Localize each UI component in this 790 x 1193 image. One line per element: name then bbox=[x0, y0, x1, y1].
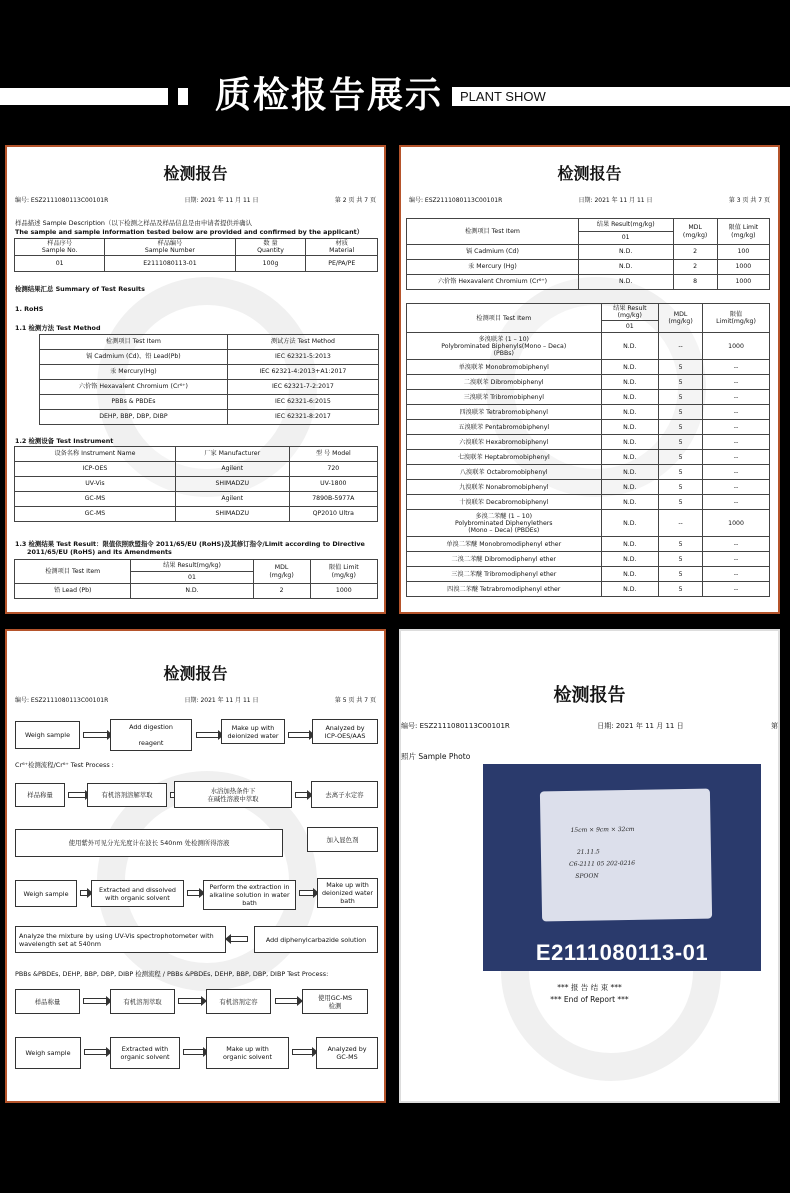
cell: UV-Vis bbox=[15, 477, 176, 492]
th: 检测项目 Test Item bbox=[40, 335, 228, 350]
cell: IEC 62321-6:2015 bbox=[227, 395, 378, 410]
th: 检测项目 Test Item bbox=[407, 219, 579, 245]
arrow-right-icon bbox=[292, 1049, 312, 1055]
report-meta bbox=[401, 721, 778, 731]
flow-step: 样品称量 bbox=[15, 989, 80, 1014]
th: 材质 Material bbox=[306, 239, 378, 256]
th: 01 bbox=[131, 572, 253, 584]
cell: -- bbox=[703, 375, 770, 390]
flow-step: 使用GC-MS 检测 bbox=[302, 989, 368, 1014]
cr-process-heading: Cr⁶⁺检测流程/Cr⁶⁺ Test Process : bbox=[15, 761, 114, 769]
th: 检测项目 Test Item bbox=[407, 304, 602, 333]
cell: 四溴联苯 Tetrabromobiphenyl bbox=[407, 405, 602, 420]
flow-step: Extracted and dissolved with organic solvent bbox=[91, 880, 184, 907]
arrow-left-icon bbox=[231, 936, 248, 942]
th: 型 号 Model bbox=[289, 447, 377, 462]
cell: 二溴二苯醚 Dibromodiphenyl ether bbox=[407, 552, 602, 567]
cell: 100 bbox=[717, 245, 769, 260]
cell: -- bbox=[703, 582, 770, 597]
metals-result-table bbox=[406, 218, 770, 290]
page-number: 第 2 页 共 7 页 bbox=[334, 197, 376, 204]
flow-step: 加入显色剂 bbox=[307, 827, 378, 852]
result-heading-2: 2011/65/EU (RoHS) and its Amendments bbox=[27, 548, 172, 556]
flow-step: 使用紫外可见分光光度计在波长 540nm 处检测所得溶液 bbox=[15, 829, 283, 857]
report-meta bbox=[15, 195, 376, 204]
cell: -- bbox=[703, 450, 770, 465]
report-number: 编号: ESZ2111080113C00101R bbox=[401, 722, 510, 730]
report-page-5 bbox=[5, 629, 386, 1103]
report-number: 编号: ESZ2111080113C00101R bbox=[409, 197, 503, 204]
report-end-en: *** End of Report *** bbox=[550, 995, 629, 1004]
flow-step: 去离子水定容 bbox=[311, 781, 378, 808]
summary-heading: 检测结果汇总 Summary of Test Results bbox=[15, 285, 145, 293]
flow-step: Analyzed by GC-MS bbox=[316, 1037, 378, 1069]
cell: -- bbox=[703, 360, 770, 375]
cell: 八溴联苯 Octabromobiphenyl bbox=[407, 465, 602, 480]
flow-step: Make up with deionized water bbox=[221, 719, 285, 744]
header-bar-square bbox=[178, 88, 188, 105]
cell: N.D. bbox=[601, 390, 659, 405]
result-heading: 1.3 检测结果 Test Result：限值依照欧盟指令 2011/65/EU (RoHS)及其修订指令/Limit according to Directive bbox=[15, 540, 365, 548]
handwriting: C6-2111 05 202-0216 bbox=[569, 859, 636, 868]
th: 结果 Result(mg/kg) bbox=[131, 560, 253, 572]
cell: DEHP, BBP, DBP, DIBP bbox=[40, 410, 228, 425]
cell: GC-MS bbox=[15, 492, 176, 507]
th: 厂家 Manufacturer bbox=[175, 447, 289, 462]
cell: 镉 Cadmium (Cd)、铅 Lead(Pb) bbox=[40, 350, 228, 365]
sample-photo bbox=[483, 764, 761, 971]
report-end-cn: *** 报 告 结 束 *** bbox=[557, 983, 622, 992]
th: 检测项目 Test Item bbox=[15, 560, 131, 584]
flow-step: Weigh sample bbox=[15, 1037, 81, 1069]
method-table bbox=[39, 334, 379, 425]
cell: N.D. bbox=[601, 360, 659, 375]
cell: N.D. bbox=[601, 405, 659, 420]
flow-step: 样品称量 bbox=[15, 783, 65, 807]
brominated-result-table bbox=[406, 303, 770, 597]
report-title: 检测报告 bbox=[557, 164, 622, 183]
cell: N.D. bbox=[601, 480, 659, 495]
cell: 720 bbox=[289, 462, 377, 477]
cell: 六溴联苯 Hexabromobiphenyl bbox=[407, 435, 602, 450]
cell: 单溴联苯 Monobromobiphenyl bbox=[407, 360, 602, 375]
flow-step: Make up with deionized water bath bbox=[317, 878, 378, 908]
th: 样品序号 Sample No. bbox=[15, 239, 105, 256]
arrow-right-icon bbox=[196, 732, 218, 738]
cell: 七溴联苯 Heptabromobiphenyl bbox=[407, 450, 602, 465]
method-heading: 1.1 检测方法 Test Method bbox=[15, 324, 101, 332]
cell: GC-MS bbox=[15, 507, 176, 522]
cell: 三溴联苯 Tribromobiphenyl bbox=[407, 390, 602, 405]
cell: -- bbox=[703, 567, 770, 582]
cell: Agilent bbox=[175, 492, 289, 507]
flow-step: Perform the extraction in alkaline solution in water bath bbox=[203, 880, 296, 910]
th: 结果 Result (mg/kg) bbox=[601, 304, 659, 321]
cell: N.D. bbox=[131, 584, 253, 599]
cell: UV-1800 bbox=[289, 477, 377, 492]
cell: 5 bbox=[659, 435, 703, 450]
flow-step: Analyzed by ICP-OES/AAS bbox=[312, 719, 378, 744]
cell: 1000 bbox=[310, 584, 377, 599]
arrow-right-icon bbox=[84, 1049, 106, 1055]
cell: 100g bbox=[235, 256, 306, 272]
th: 01 bbox=[578, 232, 673, 245]
cell: -- bbox=[659, 510, 703, 537]
cell: -- bbox=[703, 552, 770, 567]
cell: 5 bbox=[659, 360, 703, 375]
flow-step: 有机溶剂溶解萃取 bbox=[87, 783, 167, 807]
header-bar bbox=[0, 88, 168, 105]
cell: 01 bbox=[15, 256, 105, 272]
th: 测试方法 Test Method bbox=[227, 335, 378, 350]
cell: 五溴联苯 Pentabromobiphenyl bbox=[407, 420, 602, 435]
cell: IEC 62321-5:2013 bbox=[227, 350, 378, 365]
sample-photo-label: 照片 Sample Photo bbox=[401, 752, 471, 761]
cell: 单溴二苯醚 Monobromodiphenyl ether bbox=[407, 537, 602, 552]
th: MDL (mg/kg) bbox=[673, 219, 717, 245]
flow-step: Extracted with organic solvent bbox=[110, 1037, 180, 1069]
cell: N.D. bbox=[601, 582, 659, 597]
cell: -- bbox=[703, 420, 770, 435]
sample-desc-en: The sample and sample information tested below are provided and confirmed by the applicant） bbox=[15, 228, 364, 236]
cell: 2 bbox=[253, 584, 310, 599]
report-page-3 bbox=[399, 145, 780, 614]
flow-step: Make up with organic solvent bbox=[206, 1037, 289, 1069]
page-number: 第 3 页 共 7 页 bbox=[728, 197, 770, 204]
report-title: 检测报告 bbox=[553, 685, 626, 706]
cell: -- bbox=[703, 480, 770, 495]
page-number: 第 5 页 共 7 页 bbox=[334, 697, 376, 704]
flow-step: 有机溶剂定容 bbox=[206, 989, 271, 1014]
report-date: 日期: 2021 年 11 月 11 日 bbox=[184, 197, 259, 204]
cell: N.D. bbox=[601, 495, 659, 510]
cell: -- bbox=[703, 495, 770, 510]
cell: N.D. bbox=[601, 567, 659, 582]
cell: SHIMADZU bbox=[175, 507, 289, 522]
arrow-right-icon bbox=[299, 890, 313, 896]
cell: Agilent bbox=[175, 462, 289, 477]
cell: 铅 Lead (Pb) bbox=[15, 584, 131, 599]
rohs-heading: 1. RoHS bbox=[15, 305, 44, 313]
cell: N.D. bbox=[601, 435, 659, 450]
cell: 多溴二苯醚 (1 – 10) Polybrominated Diphenylethers (Mono – Deca) (PBDEs) bbox=[407, 510, 602, 537]
instrument-table bbox=[14, 446, 378, 522]
cell: 三溴二苯醚 Tribromodiphenyl ether bbox=[407, 567, 602, 582]
sample-code: E2111080113-01 bbox=[535, 940, 709, 965]
flow-step: Analyze the mixture by using UV-Vis spectrophotometer with wavelength set at 540nm bbox=[15, 926, 226, 953]
arrow-right-icon bbox=[68, 792, 85, 798]
th: 结果 Result(mg/kg) bbox=[578, 219, 673, 232]
cell: 5 bbox=[659, 495, 703, 510]
header-banner bbox=[0, 0, 790, 135]
cell: 5 bbox=[659, 390, 703, 405]
arrow-right-icon bbox=[275, 998, 297, 1004]
cell: 九溴联苯 Nonabromobiphenyl bbox=[407, 480, 602, 495]
cell: 1000 bbox=[703, 333, 770, 360]
cell: PBBs & PBDEs bbox=[40, 395, 228, 410]
cell: N.D. bbox=[578, 245, 673, 260]
cell: 汞 Mercury(Hg) bbox=[40, 365, 228, 380]
handwriting: 15cm × 9cm × 32cm bbox=[570, 825, 635, 834]
th: MDL (mg/kg) bbox=[659, 304, 703, 333]
cell: 六价铬 Hexavalent Chromium (Cr⁶⁺) bbox=[40, 380, 228, 395]
th: 限值 Limit(mg/kg) bbox=[703, 304, 770, 333]
th: 01 bbox=[601, 321, 659, 333]
arrow-right-icon bbox=[288, 732, 309, 738]
report-number: 编号: ESZ2111080113C00101R bbox=[15, 697, 109, 704]
cell: -- bbox=[703, 435, 770, 450]
cell: -- bbox=[703, 537, 770, 552]
cell: 1000 bbox=[703, 510, 770, 537]
cell: 六价铬 Hexavalent Chromium (Cr⁶⁺) bbox=[407, 275, 579, 290]
th: 限值 Limit (mg/kg) bbox=[310, 560, 377, 584]
cell: N.D. bbox=[601, 375, 659, 390]
cell: 2 bbox=[673, 260, 717, 275]
cell: 二溴联苯 Dibromobiphenyl bbox=[407, 375, 602, 390]
page-number: 第 bbox=[771, 722, 778, 730]
arrow-right-icon bbox=[83, 998, 106, 1004]
flow-step: Weigh sample bbox=[15, 880, 77, 907]
report-date: 日期: 2021 年 11 月 11 日 bbox=[597, 722, 684, 730]
arrow-right-icon bbox=[178, 998, 201, 1004]
cell: 5 bbox=[659, 465, 703, 480]
cell: 1000 bbox=[717, 275, 769, 290]
th: 设备名称 Instrument Name bbox=[15, 447, 176, 462]
cell: IEC 62321-8:2017 bbox=[227, 410, 378, 425]
report-date: 日期: 2021 年 11 月 11 日 bbox=[578, 197, 653, 204]
report-page-photo bbox=[399, 629, 780, 1103]
instrument-heading: 1.2 检测设备 Test Instrument bbox=[15, 437, 114, 445]
report-title: 检测报告 bbox=[163, 164, 228, 183]
cell: N.D. bbox=[601, 420, 659, 435]
cell: N.D. bbox=[578, 275, 673, 290]
cell: 1000 bbox=[717, 260, 769, 275]
cell: E2111080113-01 bbox=[105, 256, 235, 272]
arrow-right-icon bbox=[183, 1049, 203, 1055]
cell: 5 bbox=[659, 582, 703, 597]
cell: 8 bbox=[673, 275, 717, 290]
arrow-right-icon bbox=[83, 732, 107, 738]
cell: 5 bbox=[659, 552, 703, 567]
cell: N.D. bbox=[601, 552, 659, 567]
cell: PE/PA/PE bbox=[306, 256, 378, 272]
cell: 镉 Cadmium (Cd) bbox=[407, 245, 579, 260]
th: 样品编号 Sample Number bbox=[105, 239, 235, 256]
handwriting: 21.11.5 bbox=[576, 848, 600, 856]
arrow-right-icon bbox=[187, 890, 199, 896]
cell: 多溴联苯 (1 – 10) Polybrominated Biphenyls(Mono – Deca) (PBBs) bbox=[407, 333, 602, 360]
flow-step: 有机溶剂萃取 bbox=[110, 989, 175, 1014]
cell: N.D. bbox=[601, 450, 659, 465]
cell: ICP-OES bbox=[15, 462, 176, 477]
cell: N.D. bbox=[601, 537, 659, 552]
report-title: 检测报告 bbox=[163, 664, 228, 683]
cell: 7890B-5977A bbox=[289, 492, 377, 507]
handwriting: SPOON bbox=[575, 872, 599, 880]
report-page-2 bbox=[5, 145, 386, 614]
cell: QP2010 Ultra bbox=[289, 507, 377, 522]
sample-table bbox=[14, 238, 378, 272]
cell: 5 bbox=[659, 405, 703, 420]
cell: 5 bbox=[659, 420, 703, 435]
cell: 5 bbox=[659, 450, 703, 465]
cell: 5 bbox=[659, 375, 703, 390]
cell: 5 bbox=[659, 480, 703, 495]
cell: -- bbox=[703, 465, 770, 480]
cell: N.D. bbox=[601, 333, 659, 360]
cell: -- bbox=[659, 333, 703, 360]
arrow-right-icon bbox=[295, 792, 307, 798]
cell: 5 bbox=[659, 567, 703, 582]
cell: N.D. bbox=[578, 260, 673, 275]
cell: IEC 62321-4:2013+A1:2017 bbox=[227, 365, 378, 380]
flow-step: Add digestion reagent bbox=[110, 719, 192, 751]
cell: SHIMADZU bbox=[175, 477, 289, 492]
result-table bbox=[14, 559, 378, 599]
flow-step: 水浴加热条件下 在碱性溶液中萃取 bbox=[174, 781, 292, 808]
cell: N.D. bbox=[601, 510, 659, 537]
page-subtitle: PLANT SHOW bbox=[452, 87, 790, 106]
report-date: 日期: 2021 年 11 月 11 日 bbox=[184, 697, 259, 704]
flow-step: Weigh sample bbox=[15, 721, 80, 749]
report-meta bbox=[15, 695, 376, 704]
arrow-right-icon bbox=[80, 890, 87, 896]
cell: -- bbox=[703, 390, 770, 405]
cell: 十溴联苯 Decabromobiphenyl bbox=[407, 495, 602, 510]
cell: IEC 62321-7-2:2017 bbox=[227, 380, 378, 395]
cell: 2 bbox=[673, 245, 717, 260]
pbb-process-heading: PBBs &PBDEs, DEHP, BBP, DBP, DIBP 检测流程 / PBBs &PBDEs, DEHP, BBP, DBP, DIBP Test Process: bbox=[15, 970, 329, 978]
th: MDL (mg/kg) bbox=[253, 560, 310, 584]
report-number: 编号: ESZ2111080113C00101R bbox=[15, 197, 109, 204]
th: 数 量 Quantity bbox=[235, 239, 306, 256]
sample-bag bbox=[540, 789, 712, 922]
cell: N.D. bbox=[601, 465, 659, 480]
flow-step: Add diphenylcarbazide solution bbox=[254, 926, 378, 953]
sample-desc-cn: 样品描述 Sample Description（以下检测之样品及样品信息是由申请者提供并确认 bbox=[15, 219, 252, 227]
cell: 5 bbox=[659, 537, 703, 552]
th: 限值 Limit (mg/kg) bbox=[717, 219, 769, 245]
cell: 汞 Mercury (Hg) bbox=[407, 260, 579, 275]
cell: 四溴二苯醚 Tetrabromodiphenyl ether bbox=[407, 582, 602, 597]
cell: -- bbox=[703, 405, 770, 420]
report-meta bbox=[409, 195, 770, 204]
page-title: 质检报告展示 bbox=[215, 75, 444, 116]
